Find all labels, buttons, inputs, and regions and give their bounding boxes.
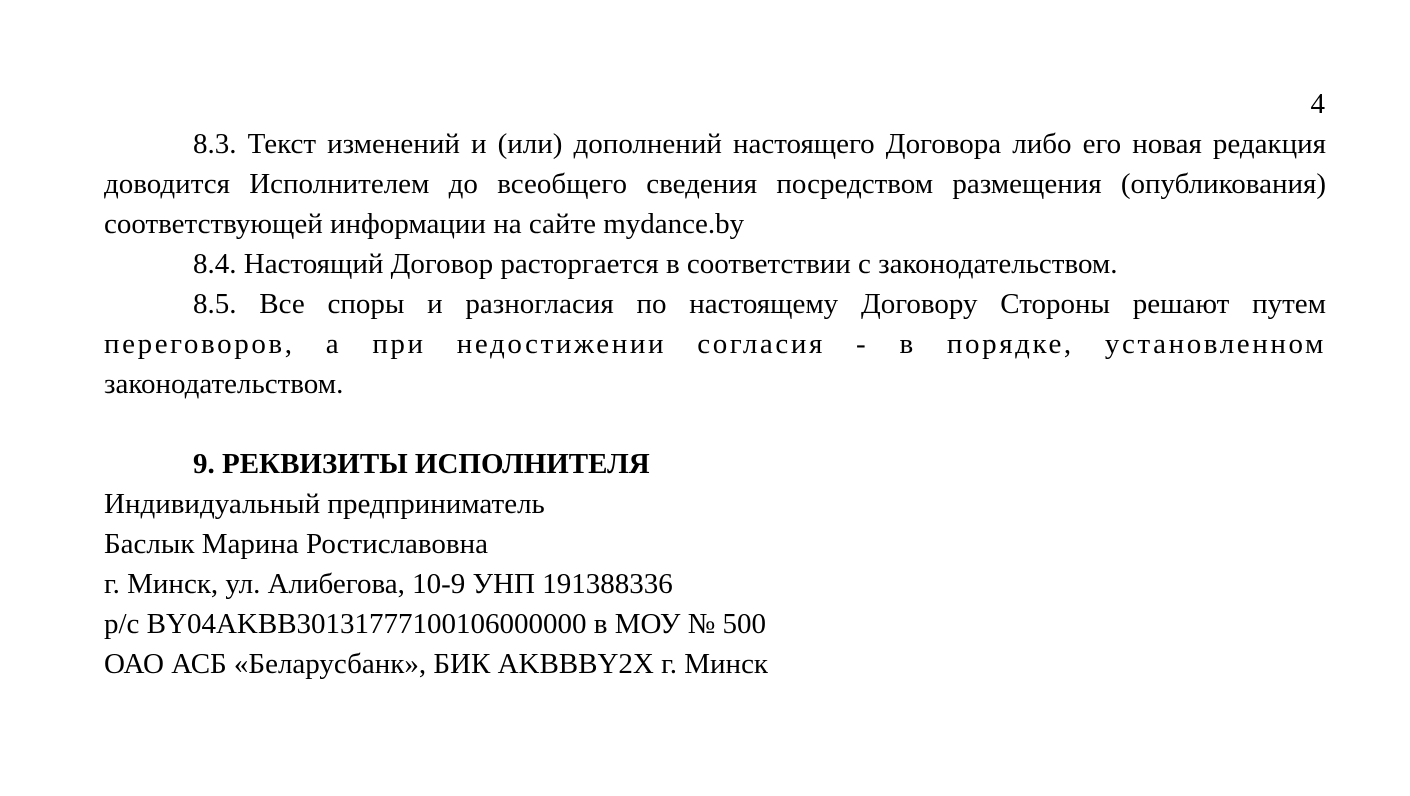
document-body <box>104 124 1326 684</box>
clause-8-5 <box>104 284 1326 404</box>
requisites-line-account: р/с BY04AKBB30131777100106000000 в МОУ № 500 <box>104 608 767 640</box>
clause-8-5-spaced: переговоров, а при недостижении согласия - в порядке, установленном <box>104 328 1326 360</box>
requisites-line-entity-type: Индивидуальный предприниматель <box>104 488 545 520</box>
requisites-line-name: Баслык Марина Ростиславовна <box>104 528 488 560</box>
clause-8-5-end: законодательством. <box>104 368 344 400</box>
clause-8-5-start: 8.5. Все споры и разногласия по настоящему Договору Стороны решают путем <box>193 288 1326 320</box>
page-number: 4 <box>1310 88 1325 120</box>
section-spacer <box>104 404 1326 444</box>
requisites-line-bank: ОАО АСБ «Беларусбанк», БИК AKBBBY2X г. Минск <box>104 648 769 680</box>
clause-8-3: 8.3. Текст изменений и (или) дополнений настоящего Договора либо его новая редакция доводится Исполнителем до всеобщего сведения посредством размещения (опубликования) соответствующей информации на сайте mydance.by <box>104 128 1326 240</box>
requisites-heading: 9. РЕКВИЗИТЫ ИСПОЛНИТЕЛЯ <box>193 448 650 480</box>
requisites-line-address: г. Минск, ул. Алибегова, 10-9 УНП 191388336 <box>104 568 673 600</box>
clause-8-4: 8.4. Настоящий Договор расторгается в соответствии с законодательством. <box>193 248 1118 280</box>
